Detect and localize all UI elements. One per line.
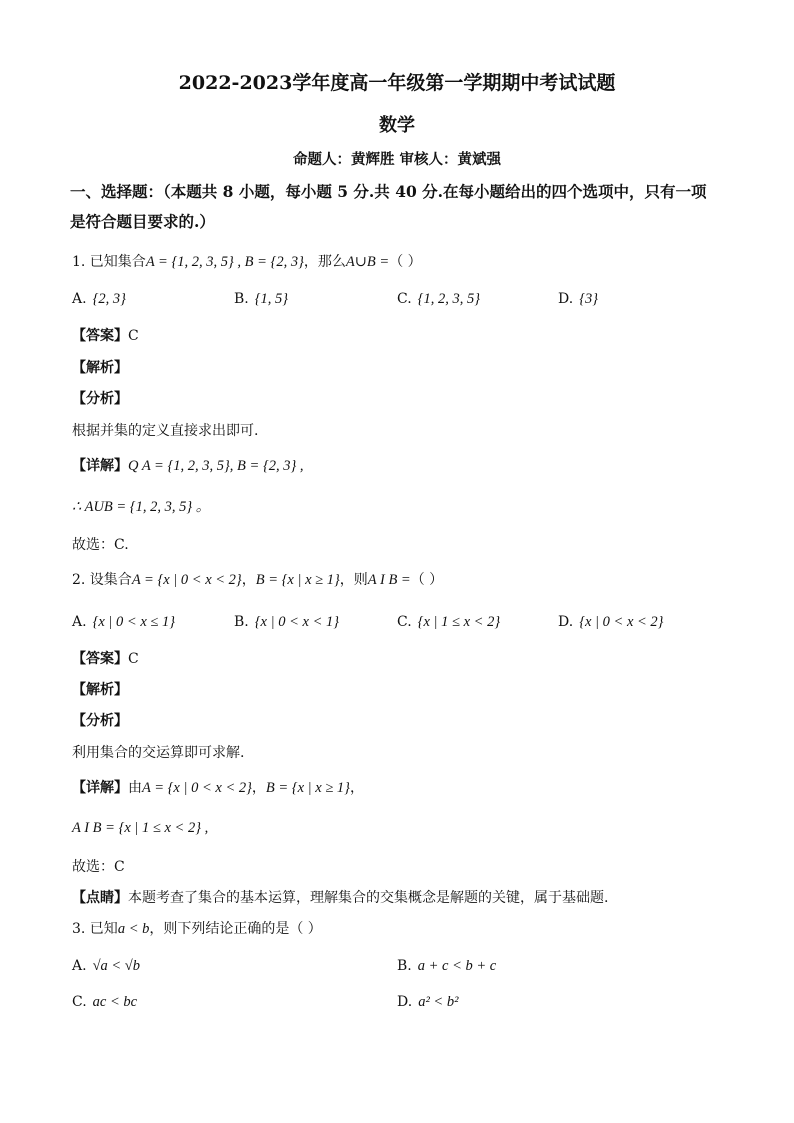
q2-analysis-tag: 【解析】 bbox=[72, 682, 128, 698]
exam-title: 2022-2023学年度高一年级第一学期期中考试试题 bbox=[178, 72, 616, 94]
q1-stem-math2: A∪B = bbox=[345, 254, 390, 270]
q1-stem-prefix: 1. 已知集合 bbox=[72, 254, 146, 270]
q2-fenxi-tag: 【分析】 bbox=[72, 713, 128, 729]
q2-detail-line2: A I B = {x | 1 ≤ x < 2} , bbox=[72, 820, 209, 836]
q1-stem-mid: ，那么 bbox=[303, 254, 346, 270]
q2-option-c: C. {x | 1 ≤ x < 2} bbox=[397, 614, 501, 630]
q1-fenxi-tag: 【分析】 bbox=[72, 391, 128, 407]
q2-option-d: D. {x | 0 < x < 2} bbox=[558, 614, 664, 630]
q2-note: 【点睛】本题考查了集合的基本运算，理解集合的交集概念是解题的关键，属于基础题. bbox=[72, 890, 609, 906]
q2-detail: 【详解】由A = {x | 0 < x < 2}，B = {x | x ≥ 1}， bbox=[72, 780, 364, 796]
q2-answer: 【答案】C bbox=[72, 651, 139, 667]
subject-title: 数学 bbox=[379, 115, 415, 136]
q2-option-a: A. {x | 0 < x ≤ 1} bbox=[72, 614, 176, 630]
section-heading-line2: 是符合题目要求的.） bbox=[70, 212, 215, 231]
q1-conclusion: 故选：C. bbox=[72, 537, 129, 553]
q1-detail-line2: ∴ AUB = {1, 2, 3, 5} 。 bbox=[72, 499, 211, 515]
q3-option-a: A. √a < √b bbox=[72, 958, 141, 974]
q1-option-b: B. {1, 5} bbox=[234, 291, 289, 307]
q1-option-d: D. {3} bbox=[558, 291, 599, 307]
q3-option-d: D. a² < b² bbox=[397, 994, 459, 1010]
q1-answer: 【答案】C bbox=[72, 328, 139, 344]
q1-stem bbox=[72, 252, 422, 272]
q1-option-a: A. {2, 3} bbox=[72, 291, 126, 307]
q1-option-c: C. {1, 2, 3, 5} bbox=[397, 291, 481, 307]
q2-fenxi-text: 利用集合的交运算即可求解. bbox=[72, 745, 245, 761]
q1-fenxi-text: 根据并集的定义直接求出即可. bbox=[72, 423, 259, 439]
authors-line: 命题人：黄辉胜 审核人：黄斌强 bbox=[292, 151, 502, 168]
q1-stem-math: A = {1, 2, 3, 5} , B = {2, 3} bbox=[145, 254, 304, 270]
section-heading-line1: 一、选择题：（本题共 8 小题，每小题 5 分.共 40 分.在每小题给出的四个选项中，只有一项 bbox=[70, 182, 707, 201]
q1-detail: 【详解】Q A = {1, 2, 3, 5}, B = {2, 3} , bbox=[72, 458, 304, 474]
q2-option-b: B. {x | 0 < x < 1} bbox=[234, 614, 340, 630]
q2-stem: 2. 设集合A = {x | 0 < x < 2}，B = {x | x ≥ 1}，则A I B =（ ） bbox=[72, 572, 444, 588]
q3-stem: 3. 已知a < b，则下列结论正确的是（ ） bbox=[72, 921, 322, 937]
q3-option-c: C. ac < bc bbox=[72, 994, 138, 1010]
q1-analysis-tag: 【解析】 bbox=[72, 360, 128, 376]
q3-option-b: B. a + c < b + c bbox=[397, 958, 497, 974]
q1-stem-suffix: （ ） bbox=[389, 254, 422, 270]
q2-conclusion: 故选：C bbox=[72, 859, 125, 875]
